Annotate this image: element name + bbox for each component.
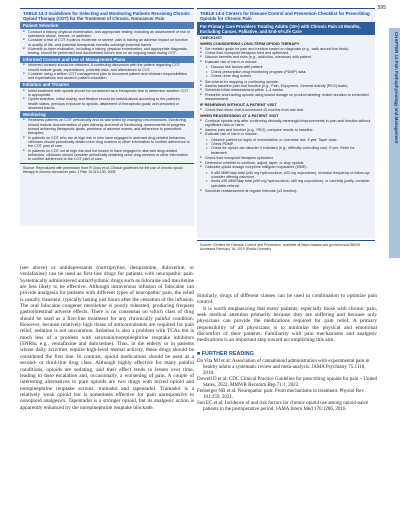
checklist-items — [197, 79, 375, 102]
reference-item: Sun EC et al: Incidence of and risk factors for chronic opioid use among opioid-naive patients in the postoperative period. JAMA Intern Med 176:1286, 2016. — [197, 401, 369, 413]
section-label: Informed Consent and Use of Management Plans — [20, 56, 194, 63]
list-item: • Check urine drug screen. — [200, 74, 372, 78]
checklist-label: CHECKLIST — [200, 35, 223, 41]
list-item: ■ Evaluate risk of harm or misuse: — [200, 132, 372, 136]
table-14-3-title: TABLE 14-3 Guidelines for Selecting and Monitoring Patients Receiving Chronic Opioid Therapy (COT) for the Treatment of Chronic, Noncancer Pain — [23, 11, 190, 22]
list-item: • Check for opioid use disorder if indicated (e.g., difficulty controlling use). If yes: Refer for treatment. — [200, 146, 372, 155]
list-item: ■ Prescribe short-acting opioids using lowest dosage on product labeling; match duration to scheduled reassessment. — [200, 93, 372, 102]
list-item: ■ Assess baseline pain and function (e.g., Pain, Enjoyment, General Activity [PEG] scale). — [200, 84, 372, 88]
list-item: • Check PDMP. — [200, 142, 372, 146]
reference-item: Fenberger NB et al: Neuropathic pain: From mechanisms to treatment. Physiol Rev 101:259, 2021. — [197, 389, 364, 401]
list-item: • If ≥50 MME/day total (≥50 mg hydrocodone; ≥33 mg oxycodone), increase frequency of follow-up; consider offering naloxone. — [200, 171, 372, 180]
further-reading-heading: ■ FURTHER READING — [197, 350, 254, 357]
body-column-right — [197, 293, 377, 413]
list-item: ■ In patients on COT not at high risk and not known to have engaged in aberrant drug-related behaviors, clinicians should consider periodically obtaining urine drug screens or other information to confirm adherence to the COT plan of care. — [23, 149, 191, 162]
section-label: Monitoring — [20, 111, 194, 118]
reference-item: Dowell D et al: CDC Clinical Practice Guideline for prescribing opioids for pain – United States, 2022. MMWR Recomm Rep 71:1, 2022. — [197, 377, 377, 389]
table-14-3 — [20, 8, 194, 226]
block-heading: WHEN CONSIDERING LONG-TERM OPIOID THERAPY — [200, 40, 300, 46]
checklist-items — [197, 108, 375, 114]
table-14-4-source: Source: Centers for Disease Control and Prevention, available at https://stacks.cdc.gov/view/cdc/38025. Accessed February 16, 2019 (Public Domain). — [197, 240, 375, 253]
list-item: • Discuss risk factors with patient. — [200, 65, 372, 69]
list-item: ■ Reassess patients on COT periodically and as warranted by changing circumstances. Monitoring should include documentation of pain intensity and level of functioning, assessments of progress toward achieving therapeutic goals, presence of adverse events, and adherence to prescribed therapies. — [23, 118, 191, 135]
list-item: ■ Calculate opioid dosage morphine milligram equivalent (MME). — [200, 165, 372, 169]
checklist-items — [197, 189, 375, 195]
block-heading: WHEN REASSESSING AT A PATIENT VISIT — [200, 113, 279, 119]
block-heading: IF RENEWING WITHOUT A PATIENT VISIT — [200, 102, 277, 107]
checklist-items — [197, 119, 375, 138]
list-item: ■ Assess pain and function (e.g., PEG); compare results to baseline. — [200, 128, 372, 132]
monitoring-list — [20, 118, 194, 163]
list-item: ■ In patients on COT who are at high risk or who have engaged in aberrant drug-related behaviors, clinicians should periodically obtain urine drug screens or other information to confirm adherence to the COT plan of care. — [23, 136, 191, 149]
body-paragraph: It is worth emphasizing that many patients, especially those with chronic pain, seek medical attention primarily because they are suffering and because only physicians can provide the medications required for pain relief. A primary responsibility of all physicians is to minimize the physical and emotional discomfort of their patients. Familiarity with pain mechanisms and analgesic medications is an important step toward accomplishing this aim. — [197, 305, 377, 344]
body-paragraph: (see above) or antidepressants (nortriptyline, desipramine, duloxetine, or venlafaxine) can be used as first-line drugs for patients with neuropathic pain. Systemically administered antiarrhythmic drugs such as lidocaine and mexiletine are less likely to be effective. Although intravenous infusion of lidocaine can provide analgesia for patients with different types of neuropathic pain, the relief is usually transient, typically lasting just hours after the cessation of the infusion. The oral lidocaine congener mexiletine is poorly tolerated, producing frequent gastrointestinal adverse effects. There is no consensus on which class of drug should be used as a first-line treatment for any chronically painful condition. However, because relatively high doses of anticonvulsants are required for pain relief, sedation is not uncommon. Sedation is also a problem with TCAs but is much less of a problem with serotonin/norepinephrine reuptake inhibitors (SNRIs; e.g., venlafaxine and duloxetine). Thus, in the elderly or in patients whose daily activities require high-level mental activity, these drugs should be considered the first line. In contrast, opioid medications should be used as a second- or third-line drug class. Although highly effective for many painful conditions, opioids are sedating, and their effect tends to lessen over time, leading to dose escalation and, occasionally, a worsening of pain. A couple of interesting alternatives to pure opioids are two drugs with mixed opioid and norepinephrine reuptake actions: tramadol and tapentadol. Tramadol is a relatively weak opioid but is sometimes effective for pain unresponsive to nonopioid analgesics. Tapentadol is a stronger opioid, but its analgesic action is apparently enhanced by the norepinephrine reuptake blockade. — [20, 265, 194, 411]
chapter-side-tab-label: CHAPTER 14 Pain Pathophysiology and Management — [394, 32, 399, 144]
table-14-4 — [197, 8, 375, 238]
chapter-side-tab — [389, 28, 400, 258]
informed-consent-list — [20, 63, 194, 82]
checklist-subitems — [197, 170, 375, 189]
list-item: ■ Schedule initial reassessment within 1–4 weeks. — [200, 88, 372, 92]
checklist-items — [197, 46, 375, 65]
table-14-4-header: For Primary Care Providers Treating Adults (18+) with Chronic Pain ≥3 Months, Excluding Cancer, Palliative, and End-of-Life Care — [197, 22, 375, 35]
section-label: Initiation and Titration — [20, 82, 194, 89]
reference-list — [197, 359, 377, 413]
checklist-items — [197, 156, 375, 170]
list-item: ■ Opioid selection, initial dosing, and titration should be individualized according to the patient's health status, previous exposure to opioids, attainment of therapeutic goals, and predicted or observed harms. — [23, 97, 191, 110]
list-item: • Observe patient for signs of oversedation or overdose risk. If yes: Taper dose. — [200, 138, 372, 142]
initiation-list — [20, 88, 194, 111]
list-item: • Check prescription drug monitoring program (PDMP) data. — [200, 70, 372, 74]
reference-item: Da Vita MJ et al: Association of cannabinoid administration with experimental pain in healthy adults a systematic review and meta-analysis. JAMA Psychiatry 75:1118, 2018. — [197, 359, 370, 377]
list-item: ■ Check that nonopioid therapies optimized. — [200, 156, 372, 160]
body-paragraph: Similarly, drugs of different classes can be used in combination to optimize pain control. — [197, 293, 377, 306]
list-item: ■ Check that return visit is scheduled ≤3 months from last visit. — [200, 108, 372, 112]
table-14-3-header: Patient Selection — [20, 22, 194, 29]
list-item: ■ Informed consent should be obtained. A continuing discussion with the patient regarding COT should include goals, expectations, potential risks, and alternatives to COT. — [23, 63, 191, 72]
list-item: ■ Initial treatment with opioids should be considered as a therapeutic trial to determine whether COT is appropriate. — [23, 89, 191, 98]
body-column-left — [20, 265, 194, 411]
checklist-subitems — [197, 137, 375, 156]
patient-selection-list — [20, 29, 194, 56]
list-item: ■ Determine whether to continue, adjust, taper, or stop opioids. — [200, 161, 372, 165]
table-14-3-source: Source: Reproduced with permission from R Chou et al. Clinical guidelines for the use of chronic opioid therapy in chronic noncancer pain. J Pain 10:113-130, 2009. — [20, 163, 194, 176]
list-item: ■ Set realistic goals for pain and function based on diagnosis (e.g., walk around the block). — [200, 47, 372, 51]
list-item: ■ Discuss benefits and risks (e.g., addiction, overdose) with patient. — [200, 55, 372, 59]
list-item: ■ A benefit-to-harm evaluation, including a history, physical examination, and appropriate diagnostic testing, should be performed and documented before and on an ongoing basis during COT. — [23, 47, 191, 56]
checklist-subitems — [197, 65, 375, 79]
list-item: • Avoid ≥90 MME/day total (≥90 mg hydrocodone; ≥60 mg oxycodone), or carefully justify; consider specialist referral. — [200, 179, 372, 188]
page-number: 595 — [377, 5, 386, 11]
list-item: ■ Set criteria for stopping or continuing opioids. — [200, 80, 372, 84]
list-item: ■ Schedule reassessment at regular intervals (≤3 months). — [200, 189, 372, 193]
list-item: ■ Consider a trial of COT if pain is moderate or severe, pain is having an adverse impact on function or quality of life, and potential therapeutic benefits outweigh potential harms. — [23, 38, 191, 47]
list-item: ■ Evaluate risk of harm or misuse. — [200, 60, 372, 64]
list-item: ■ Conduct a history, physical examination, and appropriate testing, including an assessment of risk of substance abuse, misuse, or addiction. — [23, 30, 191, 39]
list-item: ■ Continue opioids only after confirming clinically meaningful improvements in pain and function without significant risks or harm. — [200, 119, 372, 128]
table-14-4-title: TABLE 14-4 Centers for Disease Control and Prevention Checklist for Prescribing Opioids for Chronic Pain — [200, 11, 370, 22]
list-item: ■ Check that nonopioid therapies tried and optimized. — [200, 51, 372, 55]
list-item: ■ Consider using a written COT management plan to document patient and clinician responsibilities and expectations and assist in patient education. — [23, 72, 191, 81]
